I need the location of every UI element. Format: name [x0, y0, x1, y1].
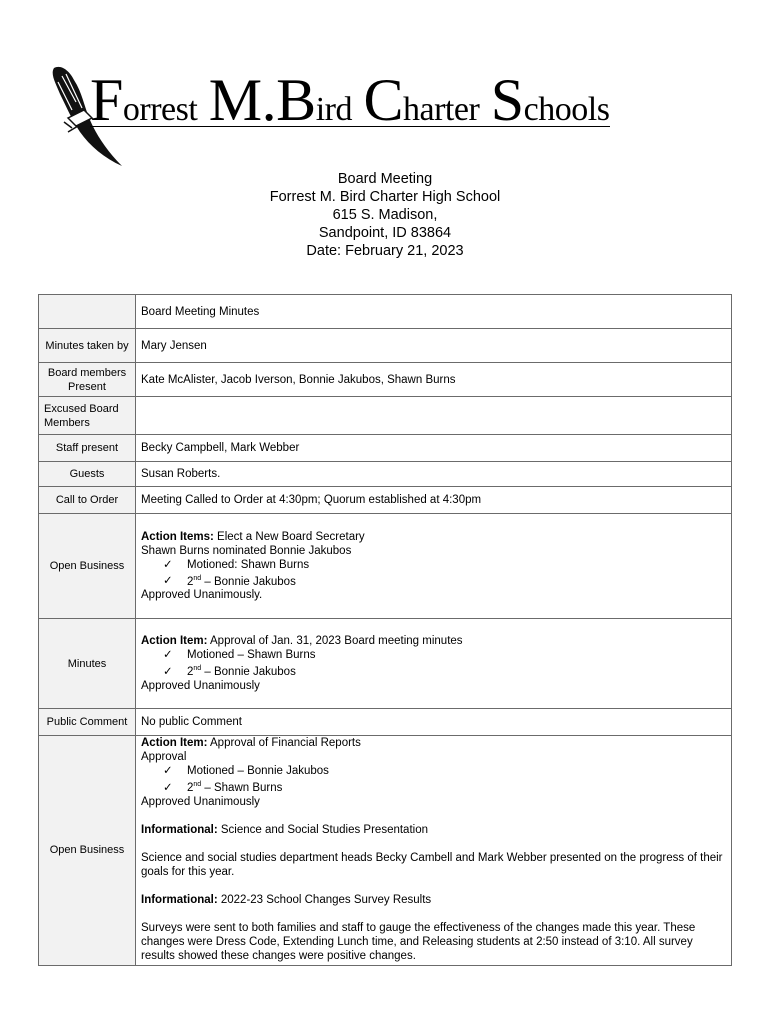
table-row	[39, 487, 732, 514]
guests-value: Susan Roberts.	[136, 462, 732, 487]
second-check: ✓ 2nd – Bonnie Jakubos	[141, 662, 726, 679]
public-comment-value: No public Comment	[136, 709, 732, 736]
call-to-order-label: Call to Order	[39, 487, 136, 514]
members-value: Kate McAlister, Jacob Iverson, Bonnie Jakubos, Shawn Burns	[136, 363, 732, 397]
open-business-content-2	[136, 736, 732, 966]
minutes-content	[136, 619, 732, 709]
excused-value	[136, 397, 732, 435]
table-row	[39, 736, 732, 966]
second-check: ✓ 2nd – Bonnie Jakubos	[141, 572, 726, 589]
open-business-label-2: Open Business	[39, 736, 136, 966]
informational-title: Science and Social Studies Presentation	[217, 823, 428, 836]
table-row	[39, 514, 732, 619]
action-items-text: Elect a New Board Secretary	[213, 530, 365, 543]
table-row	[39, 295, 732, 329]
minutes-table	[38, 294, 732, 966]
action-items-label: Action Items:	[141, 530, 214, 543]
result-line: Approved Unanimously	[141, 679, 260, 692]
informational-label: Informational:	[141, 893, 218, 906]
action-item-text: Approval of Jan. 31, 2023 Board meeting minutes	[207, 635, 463, 648]
table-row	[39, 619, 732, 709]
motion-check: ✓ Motioned – Shawn Burns	[141, 648, 726, 662]
heading-line: Forrest M. Bird Charter High School	[269, 189, 501, 205]
table-row	[39, 462, 732, 487]
guests-label: Guests	[39, 462, 136, 487]
approval-line: Approval	[141, 751, 187, 763]
public-comment-label: Public Comment	[39, 709, 136, 736]
informational-body: Surveys were sent to both families and staff to gauge the effectiveness of the changes made this year. These changes were Dress Code, Extending Lunch time, and Releasing students at 2:50 instead of 3:10. All survey results showed these changes were positive changes.	[141, 921, 696, 962]
motion-check: ✓ Motioned – Bonnie Jakubos	[141, 764, 726, 778]
heading-line: Sandpoint, ID 83864	[318, 225, 452, 241]
table-row	[39, 397, 732, 435]
staff-value: Becky Campbell, Mark Webber	[136, 435, 732, 462]
staff-label: Staff present	[39, 435, 136, 462]
heading-line: 615 S. Madison,	[332, 207, 438, 223]
minutes-label: Minutes	[39, 619, 136, 709]
result-line: Approved Unanimously.	[141, 589, 263, 602]
second-check: ✓ 2nd – Shawn Burns	[141, 778, 726, 795]
minutes-taken-label: Minutes taken by	[39, 329, 136, 363]
table-row	[39, 435, 732, 462]
members-label: Board members Present	[39, 363, 136, 397]
action-item-label: Action Item:	[141, 737, 208, 749]
minutes-taken-value: Mary Jensen	[136, 329, 732, 363]
title-label-cell	[39, 295, 136, 329]
excused-label: Excused Board Members	[39, 397, 136, 435]
heading-line: Board Meeting	[337, 171, 433, 187]
school-logo	[44, 62, 624, 172]
motion-check: ✓ Motioned: Shawn Burns	[141, 558, 726, 572]
nomination-line: Shawn Burns nominated Bonnie Jakubos	[141, 544, 352, 557]
informational-label: Informational:	[141, 823, 218, 836]
action-item-label: Action Item:	[141, 635, 208, 648]
open-business-content	[136, 514, 732, 619]
result-line: Approved Unanimously	[141, 795, 260, 808]
logo-underline	[90, 126, 610, 127]
heading-line: Date: February 21, 2023	[306, 243, 464, 259]
table-row	[39, 329, 732, 363]
table-row	[39, 709, 732, 736]
action-item-text: Approval of Financial Reports	[207, 737, 361, 749]
table-row	[39, 363, 732, 397]
informational-body: Science and social studies department heads Becky Cambell and Mark Webber presented on the progress of their goals for this year.	[141, 851, 723, 878]
logo-wordmark: Forrest M.Bird Charter Schools	[90, 67, 610, 133]
meeting-heading	[0, 170, 770, 260]
informational-title: 2022-23 School Changes Survey Results	[217, 893, 432, 906]
open-business-label: Open Business	[39, 514, 136, 619]
minutes-title: Board Meeting Minutes	[136, 295, 732, 329]
call-to-order-value: Meeting Called to Order at 4:30pm; Quorum established at 4:30pm	[136, 487, 732, 514]
